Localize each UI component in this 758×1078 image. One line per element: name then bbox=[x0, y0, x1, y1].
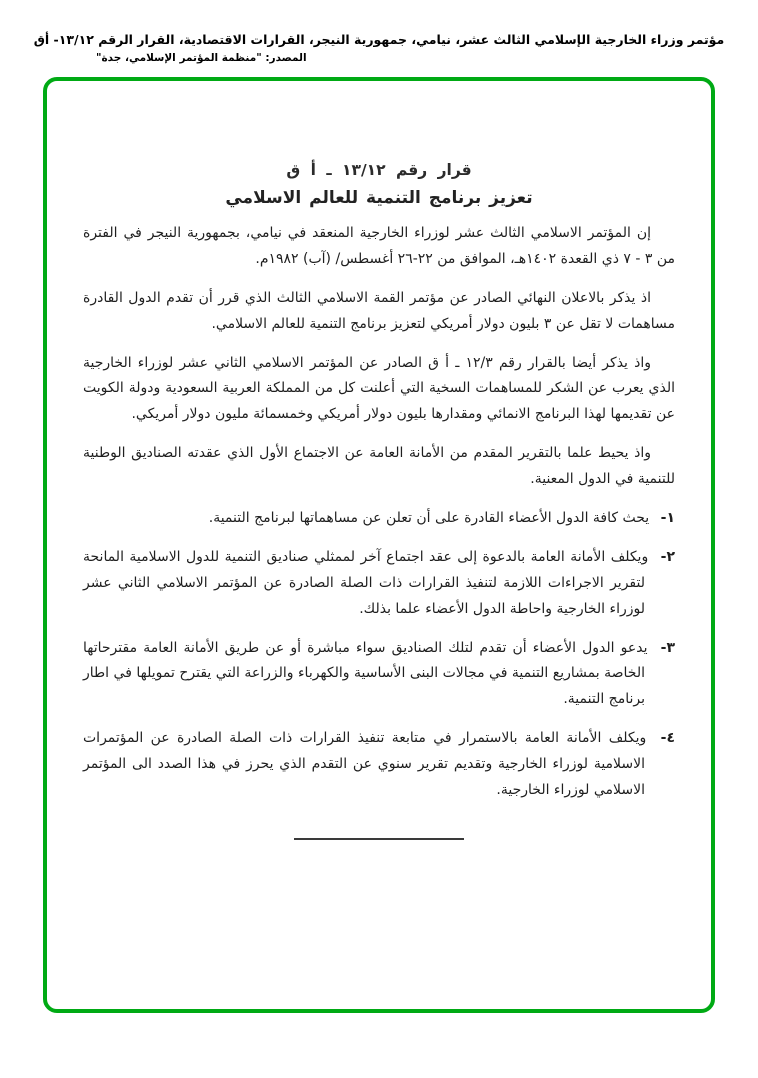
document-frame bbox=[43, 77, 715, 1013]
resolution-item-3 bbox=[83, 636, 675, 714]
item-1-number: ١- bbox=[660, 510, 675, 527]
item-4-text: ويكلف الأمانة العامة بالاستمرار في متابعة تنفيذ القرارات ذات الصلة الصادرة عن المؤتمرات الاسلامية لوزراء الخارجية وتقديم تقرير سنوي عن التقدم الذي يحرز في هذا الصدد الى المؤتمر الاسلامي لوزراء الخارجية. bbox=[83, 730, 647, 799]
item-1-text: يحث كافة الدول الأعضاء القادرة على أن تعلن عن مساهماتها لبرنامج التنمية. bbox=[208, 510, 650, 527]
item-3-number: ٣- bbox=[660, 639, 675, 656]
header-source: المصدر: "منظمة المؤتمر الإسلامي، جدة" bbox=[96, 52, 307, 64]
item-3-text: يدعو الدول الأعضاء أن تقدم لتلك الصناديق سواء مباشرة أو عن طريق الأمانة العامة مقترحاتها الخاصة بمشاريع التنمية في مجالات البنى الأساسية والكهرباء والزراعة التي يقترح تمويلها في اطار برنامج التنمية. bbox=[83, 639, 648, 708]
paragraph-taking-note: واذ يحيط علما بالتقرير المقدم من الأمانة العامة عن الاجتماع الأول الذي عقدته الصناديق الوطنية للتنمية في الدول المعنية. bbox=[83, 445, 675, 488]
item-4-number: ٤- bbox=[660, 730, 675, 747]
resolution-item-2 bbox=[83, 545, 675, 623]
resolution-item-4 bbox=[83, 726, 675, 804]
paragraph-recalling-summit-declaration: اذ يذكر بالاعلان النهائي الصادر عن مؤتمر القمة الاسلامي الثالث الذي قرر أن تقدم الدول القادرة مساهمات لا تقل عن ٣ بليون دولار أمريكي لتعزيز برنامج التنمية للعالم الاسلامي. bbox=[83, 289, 675, 332]
paragraph-recalling-previous-resolution: واذ يذكر أيضا بالقرار رقم ١٢/٣ ـ أ ق الصادر عن المؤتمر الاسلامي الثاني عشر لوزراء الخارجية الذي يعرب عن الشكر للمساهمات السخية التي أعلنت كل من المملكة العربية السعودية ودولة الكويت عن تقديمها لهذا البرنامج الانمائي ومقدارها بليون دولار أمريكي وخمسمائة مليون دولار أمريكي. bbox=[83, 354, 675, 423]
divider-line bbox=[294, 838, 464, 840]
resolution-item-1 bbox=[83, 506, 675, 532]
header-citation: مؤتمر وزراء الخارجية الإسلامي الثالث عشر، نيامي، جمهورية النيجر، القرارات الاقتصادية، القرار الرقم ١٣/١٢- أق bbox=[33, 32, 725, 47]
item-2-number: ٢- bbox=[660, 548, 676, 565]
item-2-text: ويكلف الأمانة العامة بالدعوة إلى عقد اجتماع آخر لممثلي صناديق التنمية للدول الاسلامية المانحة لتقرير الاجراءات اللازمة لتنفيذ القرارات ذات الصلة الصادرة عن المؤتمر الاسلامي الثاني عشر لوزراء الخارجية واحاطة الدول الأعضاء علما بذلك. bbox=[83, 548, 649, 617]
resolution-number: قرار رقم ١٣/١٢ ـ أ ق bbox=[286, 161, 472, 179]
page-header bbox=[0, 0, 758, 64]
paragraph-preamble: إن المؤتمر الاسلامي الثالث عشر لوزراء الخارجية المنعقد في نيامي، بجمهورية النيجر في الفترة من ٣ - ٧ ذي القعدة ١٤٠٢هـ، الموافق من ٢٢-٢٦ أغسطس/ (آب) ١٩٨٢م. bbox=[83, 225, 675, 267]
document-body bbox=[83, 161, 675, 840]
resolution-title: تعزيز برنامج التنمية للعالم الاسلامي bbox=[225, 188, 533, 208]
